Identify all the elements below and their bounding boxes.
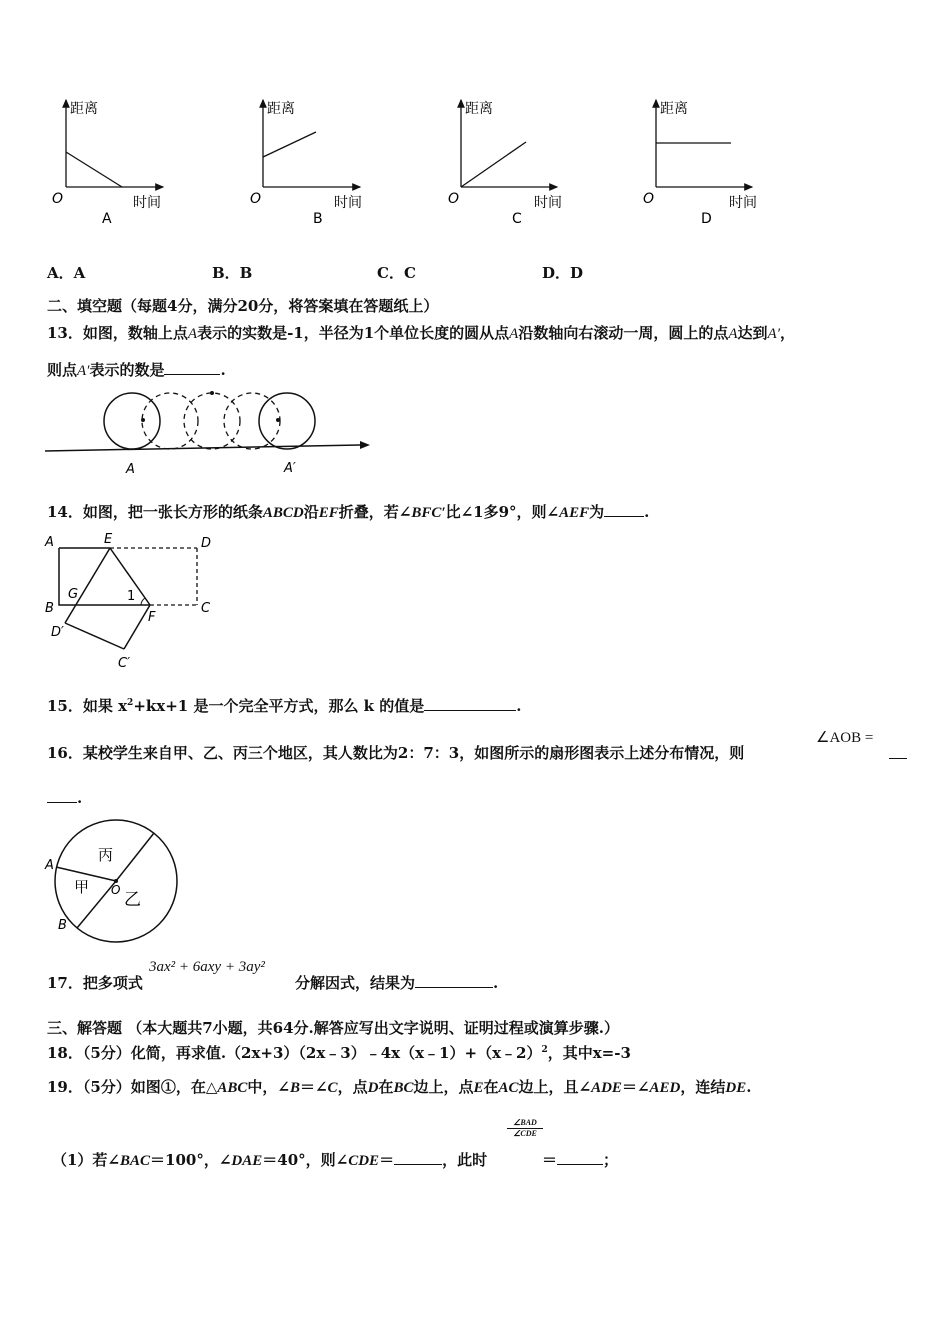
graph-a-line: [66, 152, 122, 187]
answer-blank[interactable]: [424, 696, 516, 711]
q14-label-a: A: [45, 535, 54, 550]
q19-fraction: [507, 1118, 543, 1138]
q19-text: 19．（5分）如图①，在△ABC中，∠B＝∠C，点D在BC边上，点E在AC边上，且∠ADE＝∠AED，连结DE.: [47, 1078, 752, 1096]
answer-blank[interactable]: [394, 1150, 442, 1165]
graph-y-label: 距离: [660, 101, 688, 117]
graph-c: [448, 100, 562, 227]
graph-x-label: 时间: [334, 195, 362, 211]
q19-part1-b: ＝ ；: [542, 1151, 619, 1169]
graph-origin: O: [643, 191, 655, 207]
graph-b-line: [263, 132, 316, 157]
q14-label-f: F: [148, 610, 156, 625]
graph-y-label: 距离: [465, 101, 493, 117]
q14-label-g: G: [68, 587, 79, 602]
q16-label-jia: 甲: [74, 878, 90, 896]
answer-blank[interactable]: [415, 973, 493, 988]
answer-blank[interactable]: [557, 1150, 603, 1165]
q14-label-e: E: [104, 532, 113, 547]
answer-blank[interactable]: [889, 745, 907, 759]
q13-line2: 则点A′表示的数是 .: [47, 361, 226, 379]
q14-label-1: 1: [127, 589, 136, 604]
answer-blank[interactable]: [164, 360, 220, 375]
graph-c-line: [461, 142, 526, 187]
graph-caption: B: [313, 211, 323, 227]
q14-label-d: D: [201, 536, 212, 551]
graph-a: [52, 100, 163, 227]
q17-text: 分解因式，结果为 .: [295, 974, 499, 992]
fraction-denominator: ∠CDE: [507, 1128, 543, 1138]
graph-origin: O: [448, 191, 460, 207]
q17-number: 17．把多项式: [47, 974, 143, 992]
q13-label-a: A: [126, 462, 135, 477]
q14-folded-strip-figure: [40, 528, 230, 673]
q14-text: 14．如图，把一张长方形的纸条ABCD沿EF折叠，若∠BFC′比∠1多9°，则∠AEF为 .: [47, 503, 650, 521]
q16-text: 16．某校学生来自甲、乙、丙三个地区，其人数比为2：7：3，如图所示的扇形图表示上述分布情况，则: [47, 744, 745, 762]
graph-origin: O: [250, 191, 262, 207]
q13-line1: 13．如图，数轴上点A表示的实数是-1，半径为1个单位长度的圆从点A沿数轴向右滚动一周，圆上的点A达到A′，: [47, 324, 796, 342]
answer-blank[interactable]: [47, 788, 77, 803]
q14-label-c-prime: C′: [118, 656, 131, 671]
q16-pie-figure: [40, 815, 190, 950]
graph-x-label: 时间: [729, 195, 757, 211]
q14-label-c: C: [201, 601, 211, 616]
choice-a[interactable]: A．A: [47, 264, 86, 282]
q15-text: 15．如果 $x^2+kx+1$ 是一个完全平方式，那么 k 的值是 .: [47, 697, 522, 715]
q19-part1-a: （1）若∠BAC＝100°，∠DAE＝40°，则∠CDE＝ ，此时: [52, 1151, 488, 1169]
graph-y-label: 距离: [267, 101, 295, 117]
q13-rolling-circle-figure: [40, 385, 380, 480]
answer-blank[interactable]: [604, 502, 644, 517]
graph-caption: D: [701, 211, 712, 227]
distance-time-graphs: [0, 90, 950, 240]
q14-label-d-prime: D′: [51, 625, 64, 640]
graph-d: [643, 100, 757, 227]
q16-line2: .: [47, 788, 82, 807]
graph-caption: A: [102, 211, 112, 227]
q16-label-a: A: [45, 858, 54, 873]
section-3-heading: 三、解答题 （本大题共7小题，共64分.解答应写出文字说明、证明过程或演算步骤.）: [47, 1019, 619, 1037]
choice-b[interactable]: B．B: [212, 264, 253, 282]
graph-x-label: 时间: [534, 195, 562, 211]
graph-caption: C: [512, 211, 522, 227]
q16-label-o: O: [111, 883, 121, 897]
fraction-numerator: ∠BAD: [513, 1118, 537, 1127]
choice-d[interactable]: D．D: [542, 264, 584, 282]
q18-text: 18．（5分）化简，再求值.（2x+3）（2x﹣3）﹣4x（x﹣1）+（x﹣2）$^2$，其中x=-3: [47, 1044, 631, 1062]
q16-formula: ∠AOB =: [816, 730, 874, 746]
graph-x-label: 时间: [133, 195, 161, 211]
graph-b: [250, 100, 362, 227]
q16-label-b: B: [58, 918, 67, 933]
q16-label-bing: 丙: [98, 846, 114, 864]
q16-label-yi: 乙: [124, 890, 141, 910]
choice-c[interactable]: C．C: [377, 264, 416, 282]
q14-label-b: B: [45, 601, 54, 616]
q17-formula: 3ax² + 6axy + 3ay²: [149, 959, 265, 975]
q13-label-a-prime: A′: [284, 461, 296, 476]
graph-origin: O: [52, 191, 64, 207]
graph-y-label: 距离: [70, 101, 98, 117]
section-2-heading: 二、填空题（每题4分，满分20分，将答案填在答题纸上）: [47, 297, 439, 315]
